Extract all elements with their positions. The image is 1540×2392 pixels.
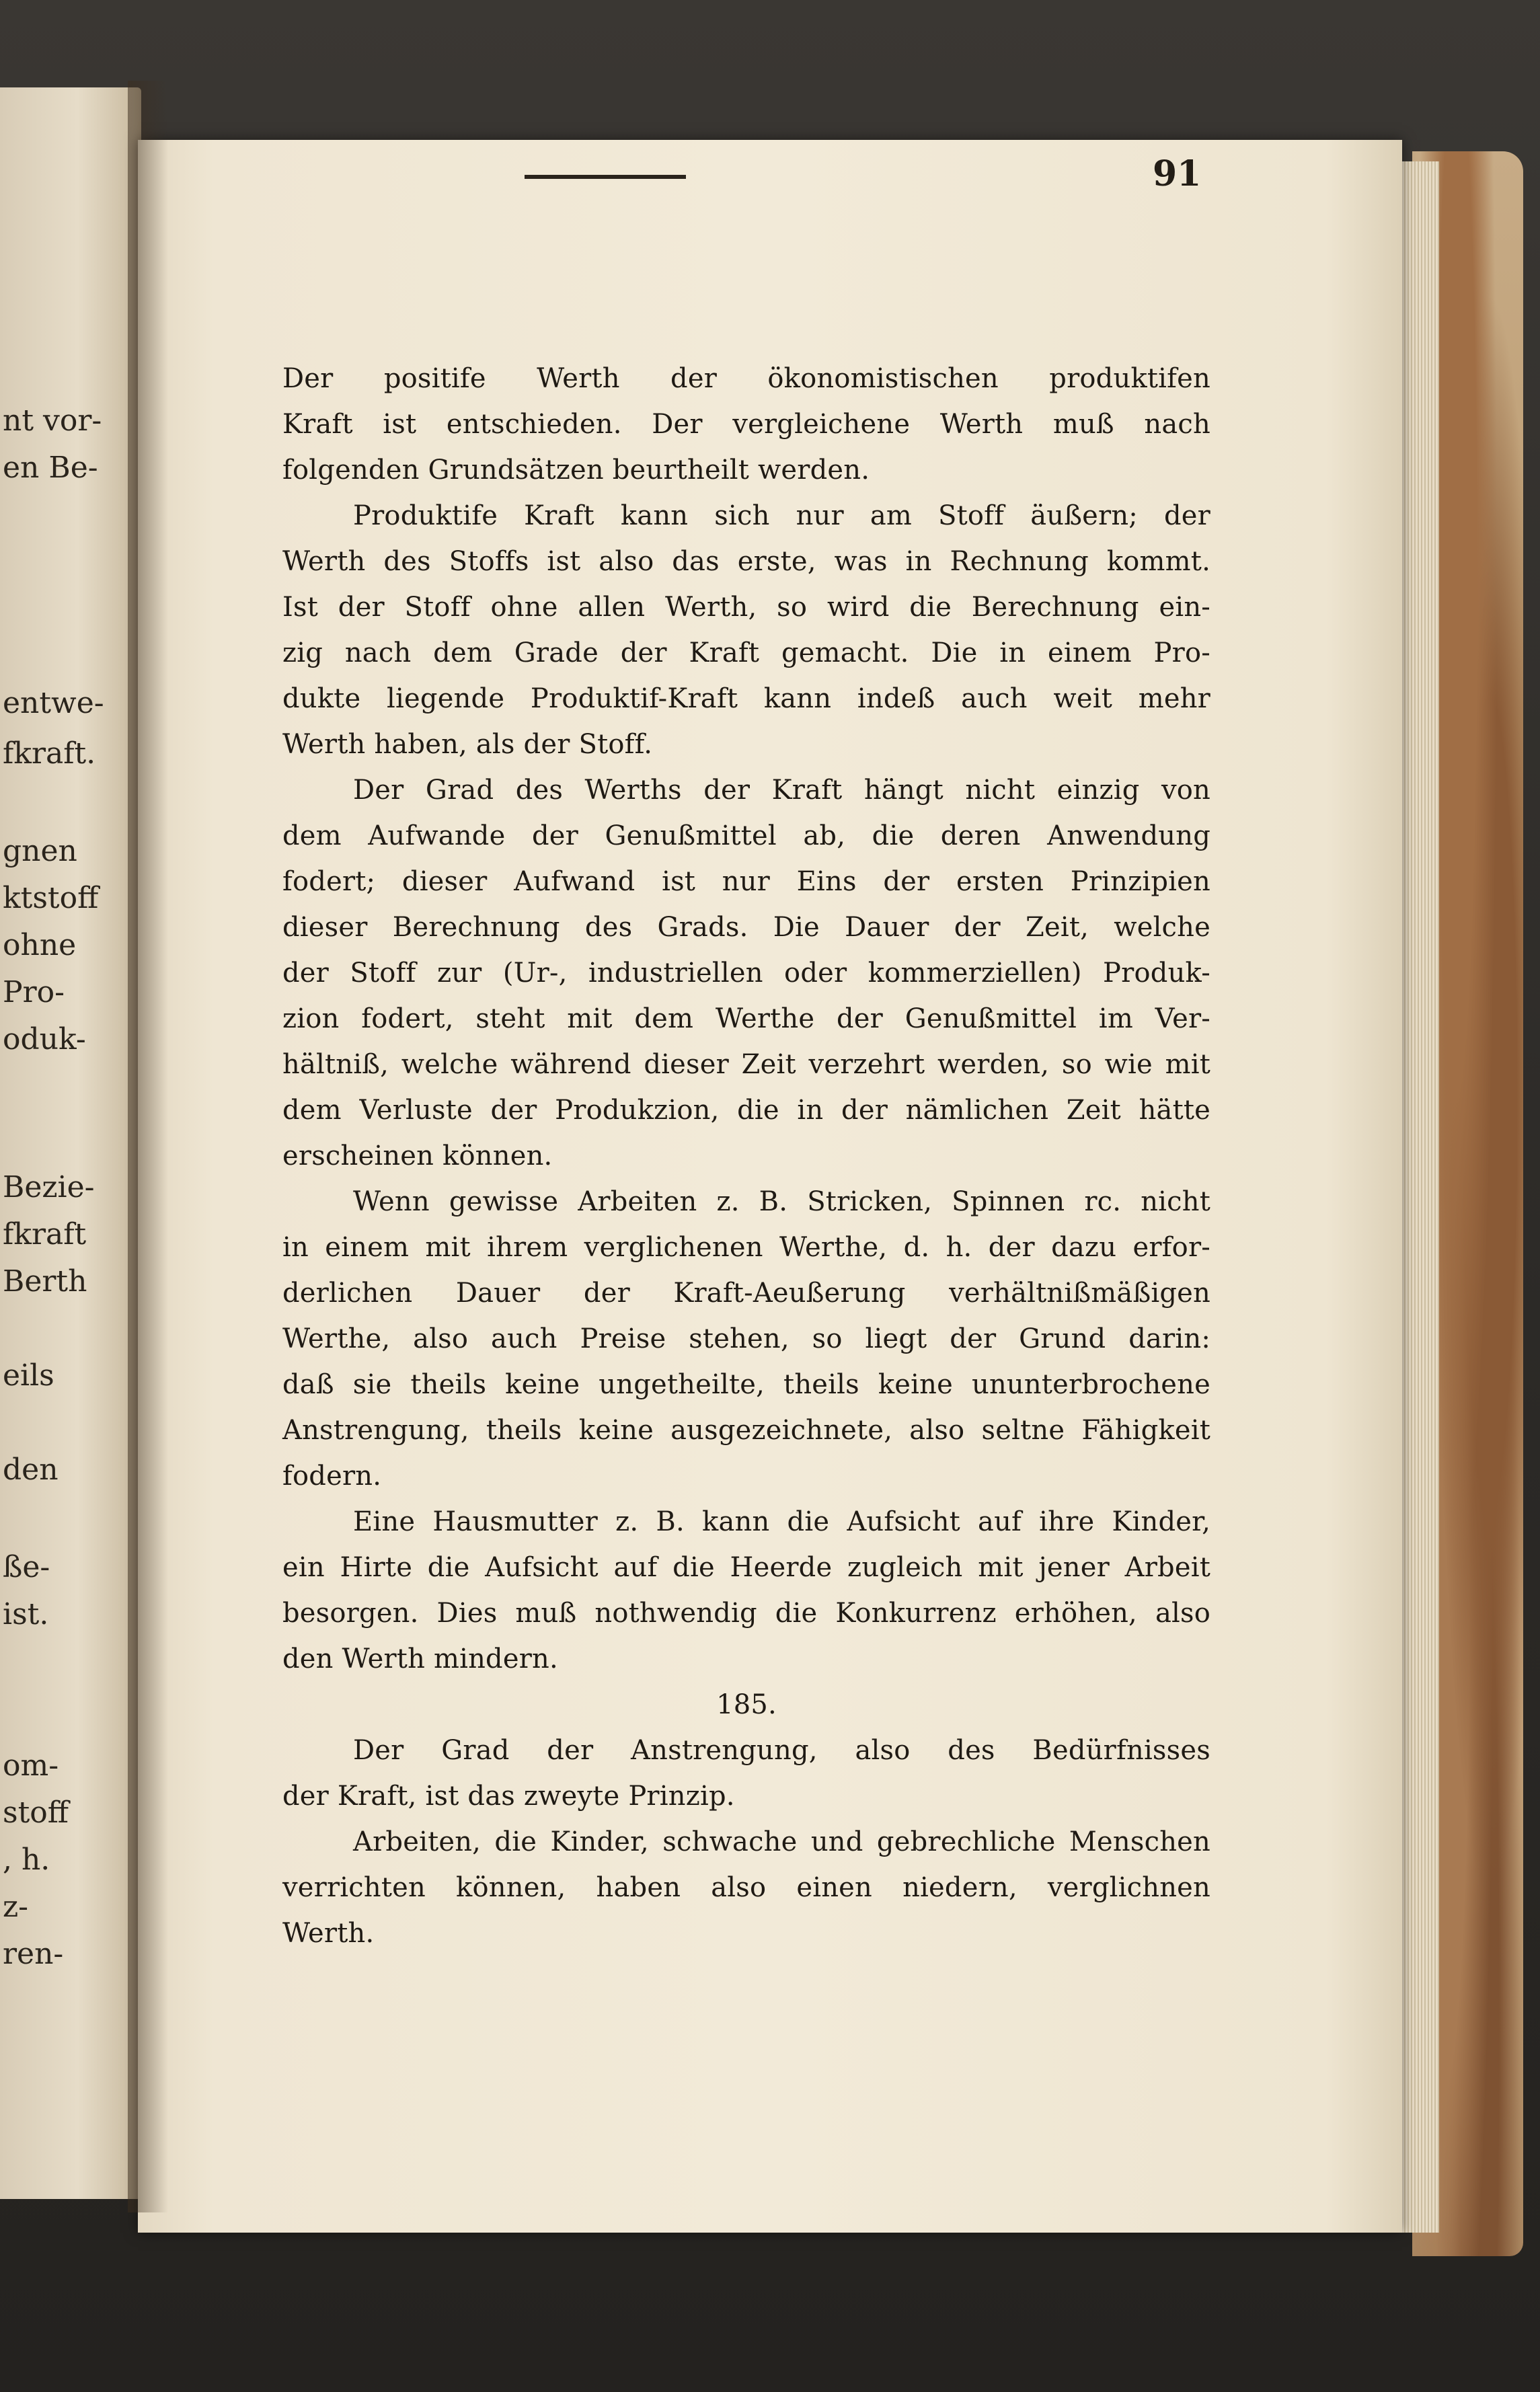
page-number: 91 bbox=[1153, 153, 1202, 194]
text-line: derlichen Dauer der Kraft-Aeußerung verhältnißmäßigen bbox=[282, 1278, 1210, 1309]
text-line: verrichten können, haben also einen niedern, verglichnen bbox=[282, 1872, 1210, 1903]
left-page-fragment: oduk- bbox=[3, 1022, 86, 1056]
text-line: Der Grad der Anstrengung, also des Bedürfnisses bbox=[353, 1735, 1210, 1766]
left-page-fragment: ktstoff bbox=[3, 881, 99, 915]
page-edges bbox=[1399, 161, 1439, 2233]
left-page-fragment: gnen bbox=[3, 834, 77, 868]
left-page-fragment: fkraft. bbox=[3, 736, 96, 771]
previous-page-edge bbox=[0, 87, 141, 2199]
left-page-fragment: en Be- bbox=[3, 451, 98, 485]
text-line: zion fodert, steht mit dem Werthe der Genußmittel im Ver- bbox=[282, 1003, 1210, 1034]
left-page-fragment: den bbox=[3, 1453, 59, 1487]
text-line: Werthe, also auch Preise stehen, so liegt der Grund darin: bbox=[282, 1323, 1210, 1354]
left-page-fragment: ße- bbox=[3, 1550, 50, 1584]
text-line: der Kraft, ist das zweyte Prinzip. bbox=[282, 1781, 735, 1812]
text-line: Werth des Stoffs ist also das erste, was in Rechnung kommt. bbox=[282, 546, 1210, 577]
text-line: dukte liegende Produktif-Kraft kann indeß auch weit mehr bbox=[282, 683, 1210, 714]
text-line: erscheinen können. bbox=[282, 1141, 553, 1171]
section-number: 185. bbox=[716, 1689, 777, 1720]
text-line: dieser Berechnung des Grads. Die Dauer der Zeit, welche bbox=[282, 912, 1210, 943]
text-line: hältniß, welche während dieser Zeit verzehrt werden, so wie mit bbox=[282, 1049, 1210, 1080]
left-page-fragment: Bezie- bbox=[3, 1170, 95, 1204]
text-line: besorgen. Dies muß nothwendig die Konkurrenz erhöhen, also bbox=[282, 1598, 1210, 1629]
header-rule bbox=[525, 175, 686, 179]
text-line: Wenn gewisse Arbeiten z. B. Stricken, Spinnen rc. nicht bbox=[353, 1186, 1210, 1217]
left-page-fragment: fkraft bbox=[3, 1217, 87, 1251]
left-page-fragment: Pro- bbox=[3, 975, 65, 1009]
text-line: den Werth mindern. bbox=[282, 1644, 558, 1674]
text-line: Werth haben, als der Stoff. bbox=[282, 729, 653, 760]
text-line: Der Grad des Werths der Kraft hängt nicht einzig von bbox=[353, 775, 1210, 806]
text-line: dem Verluste der Produkzion, die in der nämlichen Zeit hätte bbox=[282, 1095, 1210, 1126]
left-page-fragment: z- bbox=[3, 1890, 29, 1924]
text-line: dem Aufwande der Genußmittel ab, die deren Anwendung bbox=[282, 820, 1210, 851]
left-page-fragment: ren- bbox=[3, 1937, 64, 1971]
left-page-fragment: nt vor- bbox=[3, 403, 102, 438]
text-line: Arbeiten, die Kinder, schwache und gebrechliche Menschen bbox=[353, 1826, 1210, 1857]
left-page-fragment: ist. bbox=[3, 1597, 49, 1631]
text-line: Ist der Stoff ohne allen Werth, so wird die Berechnung ein- bbox=[282, 592, 1210, 623]
text-line: fodert; dieser Aufwand ist nur Eins der ersten Prinzipien bbox=[282, 866, 1210, 897]
text-line: in einem mit ihrem verglichenen Werthe, d. h. der dazu erfor- bbox=[282, 1232, 1210, 1263]
left-page-fragment: Berth bbox=[3, 1264, 87, 1299]
text-line: Kraft ist entschieden. Der vergleichene Werth muß nach bbox=[282, 409, 1210, 440]
text-line: ein Hirte die Aufsicht auf die Heerde zugleich mit jener Arbeit bbox=[282, 1552, 1210, 1583]
text-line: zig nach dem Grade der Kraft gemacht. Die in einem Pro- bbox=[282, 638, 1210, 668]
left-page-fragment: , h. bbox=[3, 1843, 50, 1877]
text-line: Der positife Werth der ökonomistischen produktifen bbox=[282, 363, 1210, 394]
text-line: fodern. bbox=[282, 1461, 382, 1492]
text-line: der Stoff zur (Ur-, industriellen oder kommerziellen) Produk- bbox=[282, 958, 1210, 989]
text-line: folgenden Grundsätzen beurtheilt werden. bbox=[282, 455, 870, 486]
text-line: Produktife Kraft kann sich nur am Stoff äußern; der bbox=[353, 500, 1210, 531]
gutter-shadow bbox=[128, 81, 168, 2212]
left-page-fragment: stoff bbox=[3, 1796, 69, 1830]
text-line: Anstrengung, theils keine ausgezeichnete, also seltne Fähigkeit bbox=[282, 1415, 1210, 1446]
left-page-fragment: eils bbox=[3, 1358, 54, 1393]
text-line: daß sie theils keine ungetheilte, theils keine ununterbrochene bbox=[282, 1369, 1210, 1400]
left-page-fragment: ohne bbox=[3, 928, 77, 962]
text-line: Werth. bbox=[282, 1918, 375, 1949]
text-line: Eine Hausmutter z. B. kann die Aufsicht auf ihre Kinder, bbox=[353, 1506, 1210, 1537]
left-page-fragment: entwe- bbox=[3, 686, 104, 720]
left-page-fragment: om- bbox=[3, 1748, 59, 1783]
